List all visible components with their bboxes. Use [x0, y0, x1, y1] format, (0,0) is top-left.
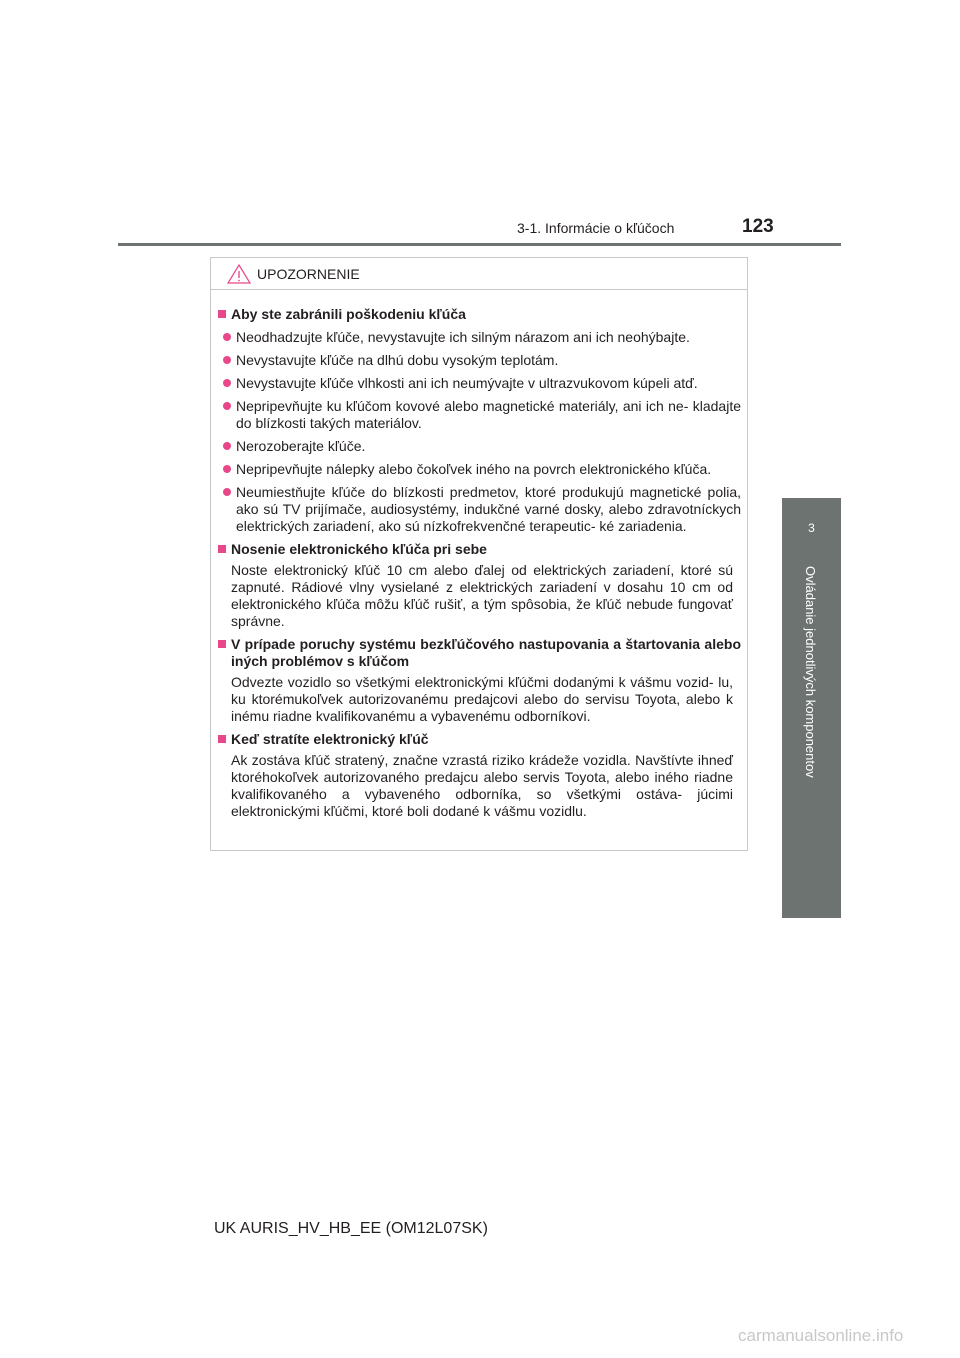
list-item: Neodhadzujte kľúče, nevystavujte ich silným nárazom ani ich neohýbajte.: [217, 329, 741, 346]
square-bullet-icon: [218, 310, 226, 318]
caution-title: UPOZORNENIE: [257, 265, 360, 282]
dot-bullet-icon: [223, 442, 231, 450]
section-title: Keď stratíte elektronický kľúč: [217, 731, 741, 748]
watermark[interactable]: carmanualsonline.info: [738, 1326, 904, 1345]
list-item: Nevystavujte kľúče vlhkosti ani ich neumývajte v ultrazvukovom kúpeli atď.: [217, 375, 741, 392]
list-item: Nepripevňujte ku kľúčom kovové alebo magnetické materiály, ani ich ne- kladajte do blízkosti takých materiálov.: [217, 398, 741, 432]
section-text: Ak zostáva kľúč stratený, značne vzrastá riziko krádeže vozidla. Navštívte ihneď ktoréhokoľvek autorizovaného predajcu alebo servis Toyota, alebo iného riadne kvalifikovaného a vybaveného odborníka, so všetkými ostáva- júcimi elektronickými kľúčmi, ktoré boli dodané k vášmu vozidlu.: [231, 752, 733, 819]
warning-triangle-icon: [227, 264, 251, 284]
list-item: Nevystavujte kľúče na dlhú dobu vysokým teplotám.: [217, 352, 741, 369]
section-title: V prípade poruchy systému bezkľúčového nastupovania a štartovania alebo iných problémov s kľúčom: [217, 636, 741, 670]
section-text: Odvezte vozidlo so všetkými elektronickými kľúčmi dodanými k vášmu vozid- lu, ku ktorémukoľvek autorizovanému predajcovi alebo do servisu Toyota, alebo k inému riadne kvalifikovanému a vybavenému odborníkovi.: [231, 674, 733, 724]
dot-bullet-icon: [223, 379, 231, 387]
square-bullet-icon: [218, 640, 226, 648]
section-header: 3-1. Informácie o kľúčoch: [517, 220, 675, 236]
chapter-number: 3: [808, 521, 815, 535]
chapter-tab[interactable]: [782, 498, 841, 558]
list-item: Nepripevňujte nálepky alebo čokoľvek iného na povrch elektronického kľúča.: [217, 461, 741, 478]
page-number: 123: [742, 216, 774, 237]
square-bullet-icon: [218, 545, 226, 553]
dot-bullet-icon: [223, 402, 231, 410]
document-code: UK AURIS_HV_HB_EE (OM12L07SK): [214, 1220, 488, 1237]
section-title: Nosenie elektronického kľúča pri sebe: [217, 541, 741, 558]
section-text: Noste elektronický kľúč 10 cm alebo ďalej od elektrických zariadení, ktoré sú zapnuté. Rádiové vlny vysielané z elektrických zariadení v dosahu 10 cm od elektronického kľúča môžu kľúč rušiť, a tým spôsobia, že kľúč nebude fungovať správne.: [231, 562, 733, 629]
header-rule: [118, 243, 841, 246]
caution-body: [211, 290, 747, 820]
chapter-label: Ovládanie jednotlivých komponentov: [803, 566, 818, 778]
list-item: Neumiestňujte kľúče do blízkosti predmetov, ktoré produkujú magnetické polia, ako sú TV prijímače, audiosystémy, indukčné varné dosky, alebo zdravotníckych elektrických zariadení, ako sú nízkofrekvenčné terapeutic- ké zariadenia.: [217, 484, 741, 535]
caution-box: [210, 257, 748, 851]
dot-bullet-icon: [223, 333, 231, 341]
square-bullet-icon: [218, 735, 226, 743]
caution-header: [211, 258, 747, 290]
list-item: Nerozoberajte kľúče.: [217, 438, 741, 455]
dot-bullet-icon: [223, 465, 231, 473]
dot-bullet-icon: [223, 356, 231, 364]
dot-bullet-icon: [223, 488, 231, 496]
section-title: Aby ste zabránili poškodeniu kľúča: [217, 306, 741, 323]
